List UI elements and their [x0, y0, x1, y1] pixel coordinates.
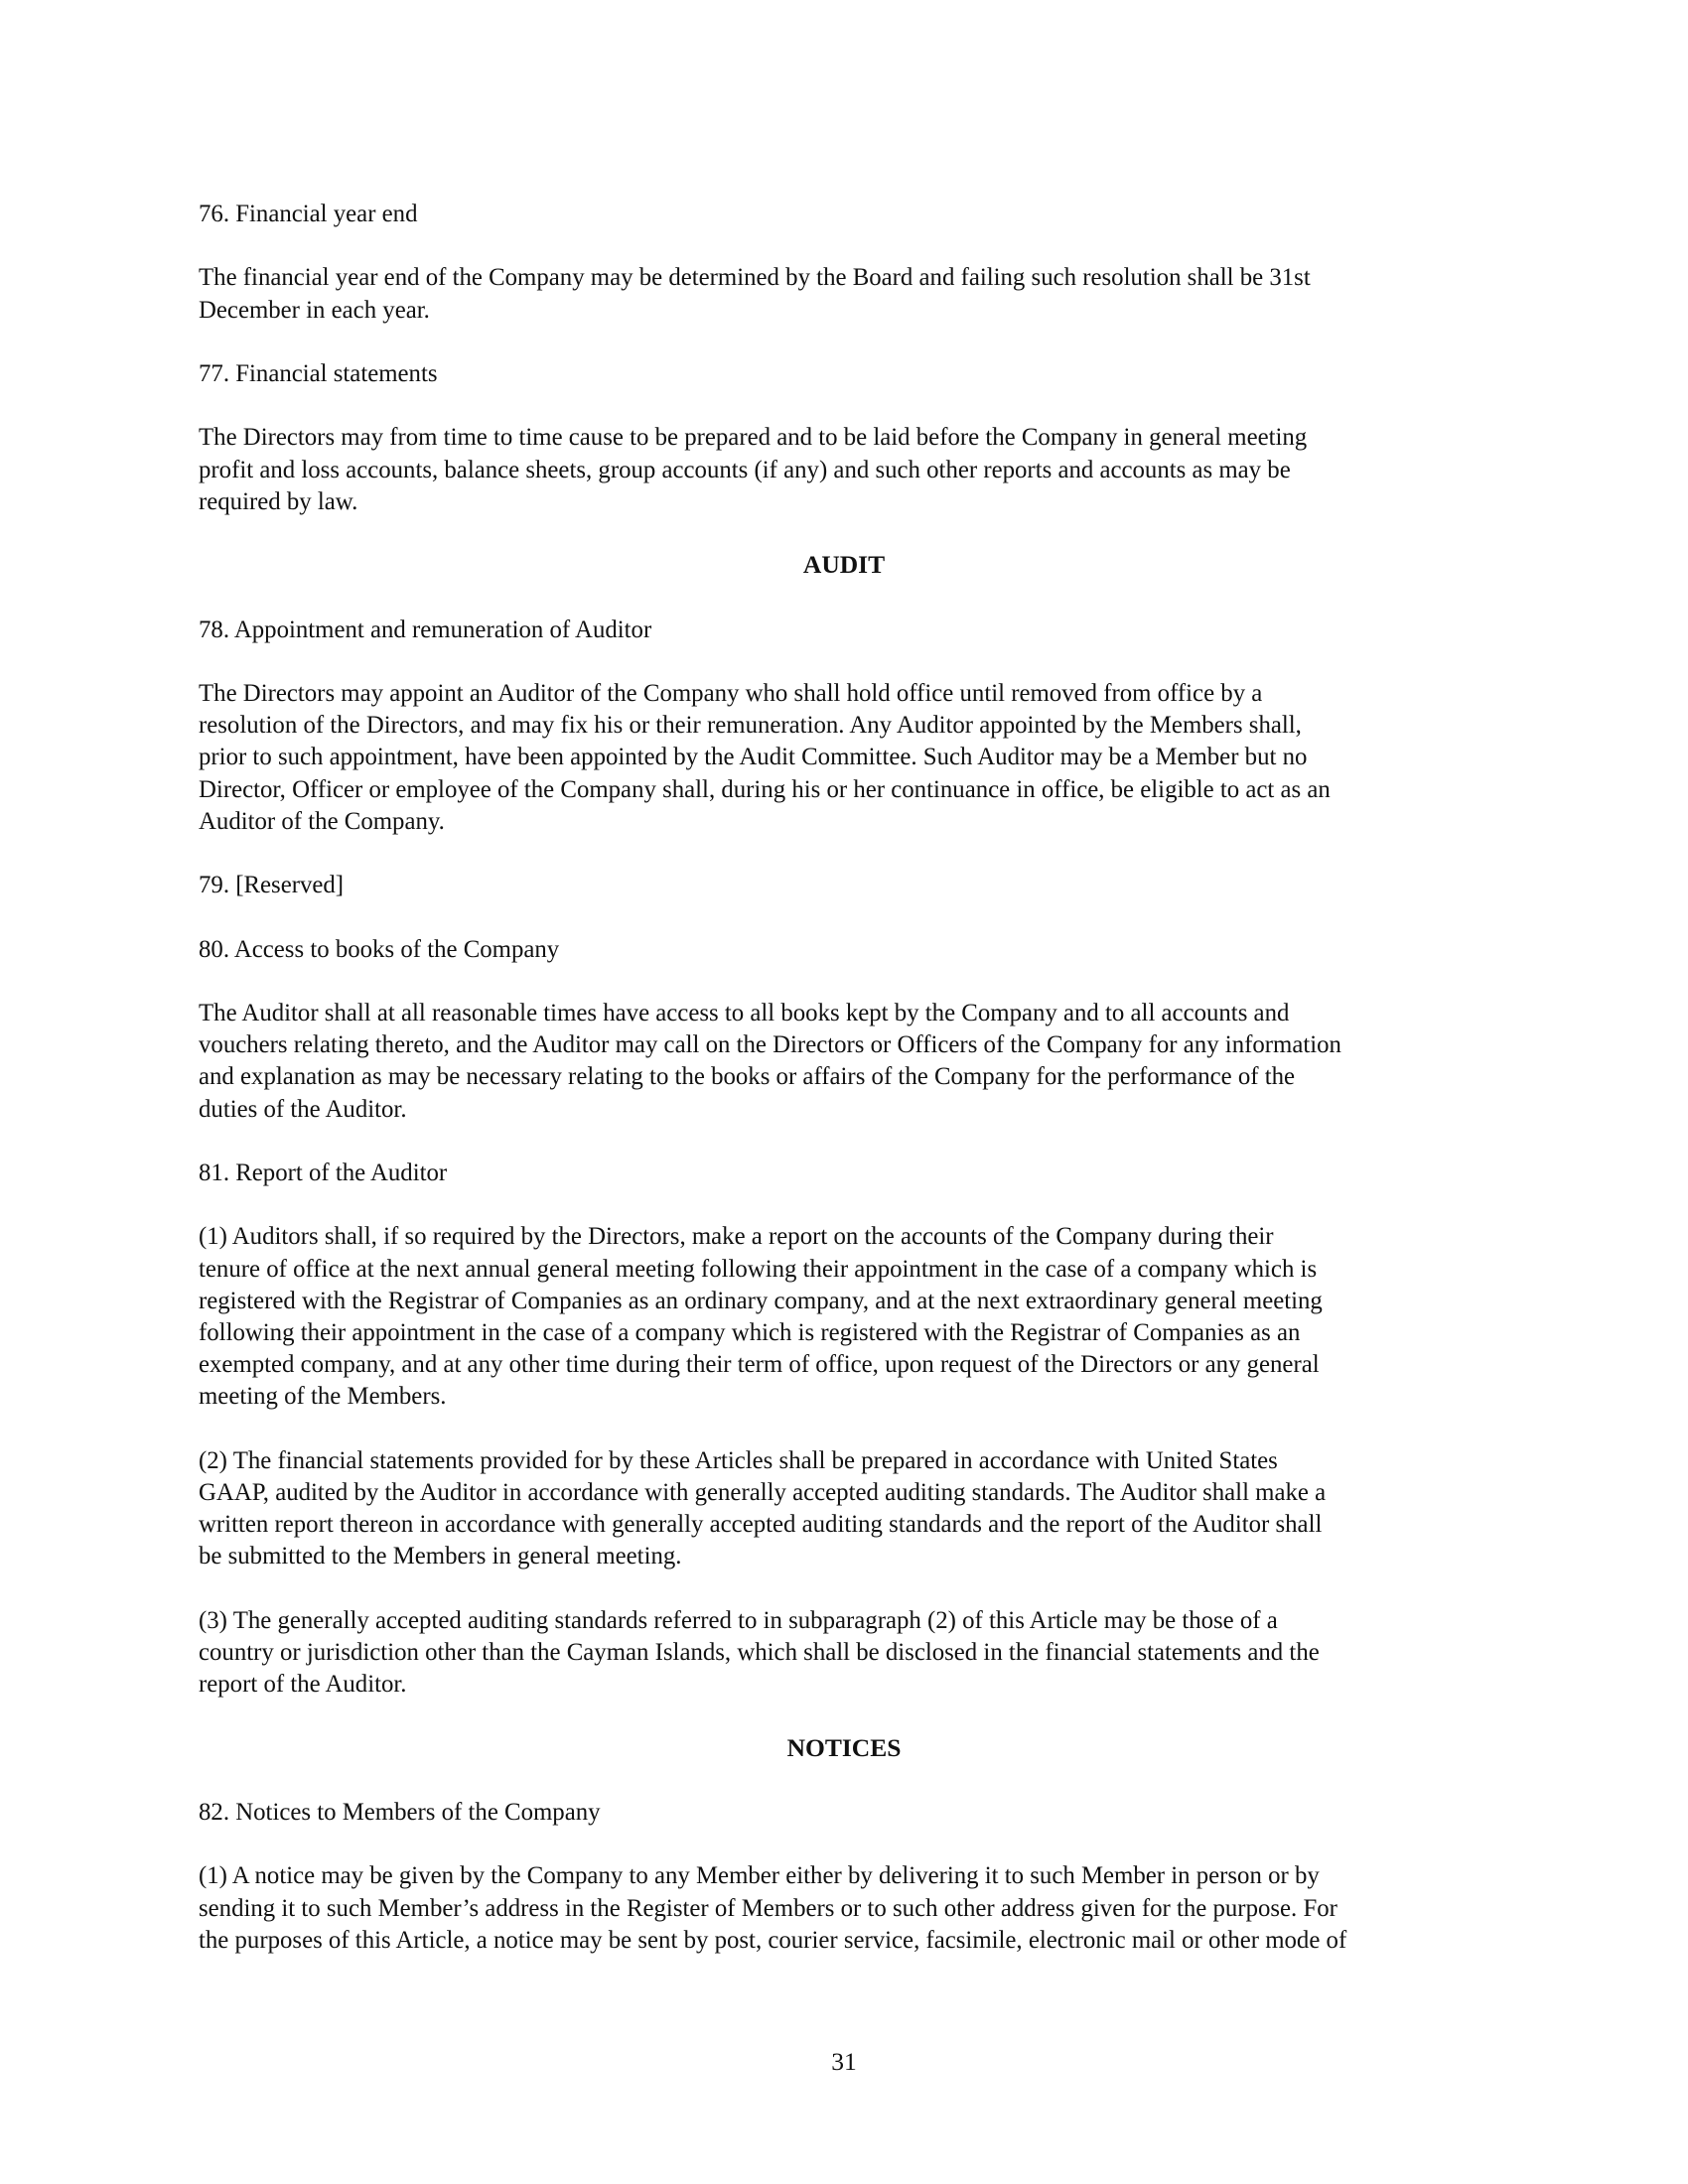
text-line: 81. Report of the Auditor [199, 1157, 448, 1186]
paragraph [199, 1604, 1489, 1701]
text-line: GAAP, audited by the Auditor in accordance with generally accepted auditing standards. The Auditor shall make a [199, 1476, 1327, 1506]
section-heading [199, 549, 1489, 581]
article-heading [199, 869, 1489, 900]
text-line: prior to such appointment, have been appointed by the Audit Committee. Such Auditor may be a Member but no [199, 742, 1308, 771]
paragraph [199, 1444, 1489, 1572]
text-line: meeting of the Members. [199, 1381, 447, 1411]
document-body [199, 198, 1489, 1987]
text-line: 79. [Reserved] [199, 870, 345, 899]
text-line: 80. Access to books of the Company [199, 933, 560, 963]
text-line: be submitted to the Members in general meeting. [199, 1541, 682, 1570]
text-line: vouchers relating thereto, and the Auditor may call on the Directors or Officers of the Company for any information [199, 1029, 1341, 1059]
article-heading [199, 933, 1489, 965]
text-line: the purposes of this Article, a notice may be sent by post, courier service, facsimile, electronic mail or other mode of [199, 1924, 1347, 1954]
text-line: The Directors may appoint an Auditor of the Company who shall hold office until removed from office by a [199, 677, 1263, 707]
article-heading [199, 357, 1489, 389]
text-line: 78. Appointment and remuneration of Auditor [199, 614, 652, 643]
paragraph [199, 1220, 1489, 1412]
text-line: (3) The generally accepted auditing standards referred to in subparagraph (2) of this Article may be those of a [199, 1604, 1278, 1634]
text-line: 77. Financial statements [199, 357, 438, 387]
article-heading [199, 1796, 1489, 1828]
text-line: tenure of office at the next annual general meeting following their appointment in the case of a company which is [199, 1253, 1318, 1283]
page-number: 31 [831, 2047, 857, 2076]
text-line: following their appointment in the case of a company which is registered with the Registrar of Companies as an [199, 1316, 1301, 1346]
text-line: country or jurisdiction other than the Cayman Islands, which shall be disclosed in the financial statements and the [199, 1636, 1320, 1666]
text-line: sending it to such Member’s address in the Register of Members or to such other address given for the purpose. For [199, 1892, 1337, 1922]
text-line: (1) Auditors shall, if so required by the Directors, make a report on the accounts of the Company during their [199, 1221, 1274, 1251]
text-line: 82. Notices to Members of the Company [199, 1796, 601, 1826]
text-line: resolution of the Directors, and may fix his or their remuneration. Any Auditor appointed by the Members shall, [199, 710, 1302, 740]
text-line: December in each year. [199, 294, 430, 324]
paragraph [199, 1859, 1489, 1956]
paragraph [199, 421, 1489, 517]
article-heading [199, 1157, 1489, 1188]
text-line: and explanation as may be necessary relating to the books or affairs of the Company for the performance of the [199, 1061, 1296, 1091]
article-heading [199, 614, 1489, 645]
text-line: exempted company, and at any other time during their term of office, upon request of the Directors or any general [199, 1349, 1320, 1379]
text-line: written report thereon in accordance with generally accepted auditing standards and the report of the Auditor shall [199, 1509, 1323, 1539]
text-line: (1) A notice may be given by the Company to any Member either by delivering it to such Member in person or by [199, 1860, 1320, 1890]
text-line: NOTICES [786, 1732, 902, 1762]
text-line: required by law. [199, 485, 358, 515]
paragraph [199, 677, 1489, 837]
text-line: The financial year end of the Company may be determined by the Board and failing such resolution shall be 31st [199, 262, 1311, 292]
text-line: duties of the Auditor. [199, 1093, 407, 1123]
section-heading [199, 1732, 1489, 1764]
text-line: Director, Officer or employee of the Company shall, during his or her continuance in office, be eligible to act as an [199, 773, 1331, 803]
text-line: AUDIT [802, 550, 886, 580]
text-line: (2) The financial statements provided for by these Articles shall be prepared in accordance with United States [199, 1444, 1278, 1474]
text-line: 76. Financial year end [199, 199, 418, 227]
paragraph [199, 261, 1489, 325]
text-line: profit and loss accounts, balance sheets, group accounts (if any) and such other reports and accounts as may be [199, 454, 1291, 483]
text-line: The Directors may from time to time cause to be prepared and to be laid before the Company in general meeting [199, 422, 1308, 452]
text-line: registered with the Registrar of Companies as an ordinary company, and at the next extraordinary general meeting [199, 1285, 1323, 1314]
paragraph [199, 997, 1489, 1125]
article-heading [199, 198, 1489, 229]
text-line: Auditor of the Company. [199, 805, 445, 835]
text-line: The Auditor shall at all reasonable times have access to all books kept by the Company and to all accounts and [199, 997, 1290, 1026]
text-line: report of the Auditor. [199, 1669, 407, 1699]
